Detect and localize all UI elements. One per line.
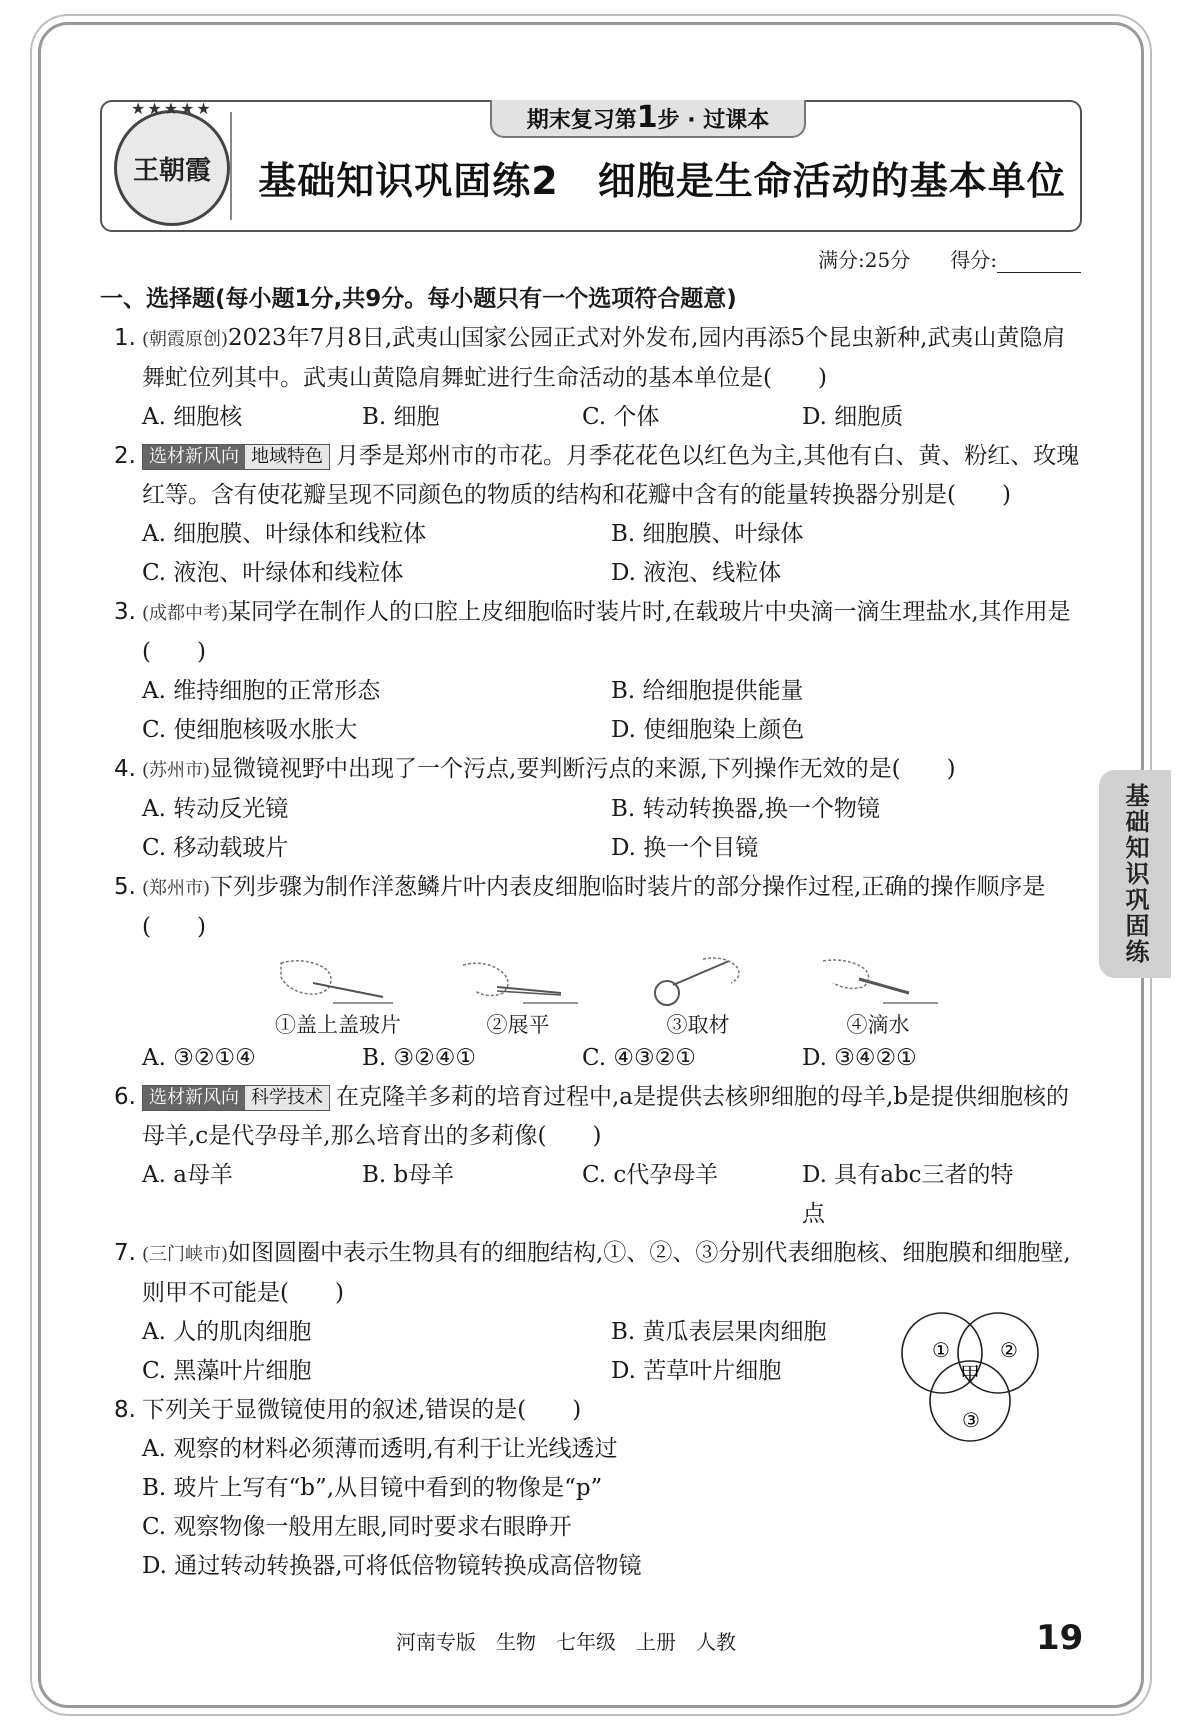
options-4-row2 bbox=[100, 829, 1080, 868]
question-text: 某同学在制作人的口腔上皮细胞临时装片时,在载玻片中央滴一滴生理盐水,其作用是( ) bbox=[142, 599, 1071, 665]
question-number: 7. bbox=[114, 1240, 136, 1266]
option-d[interactable]: D. 使细胞染上颜色 bbox=[611, 717, 805, 743]
option-b[interactable]: B. 细胞 bbox=[362, 404, 440, 430]
option-a[interactable]: A. 维持细胞的正常形态 bbox=[142, 678, 381, 704]
logo-stars-icon: ★★★★★ bbox=[131, 99, 213, 118]
question-1 bbox=[100, 319, 1080, 398]
full-score: 满分:25分 bbox=[818, 248, 911, 272]
logo-divider bbox=[230, 112, 232, 220]
question-3 bbox=[100, 593, 1080, 672]
question-6 bbox=[100, 1078, 1080, 1156]
question-number: 6. bbox=[114, 1084, 136, 1110]
step-tag-prefix: 期末复习第 bbox=[526, 108, 637, 133]
option-a[interactable]: A. a母羊 bbox=[142, 1162, 233, 1188]
logo-text: 王朝霞 bbox=[132, 155, 211, 186]
figure-spread bbox=[428, 953, 608, 1039]
topic-badge bbox=[142, 444, 330, 470]
option-b[interactable]: B. b母羊 bbox=[362, 1162, 455, 1188]
figure-caption: ③取材 bbox=[666, 1013, 730, 1037]
venn-label-1: ① bbox=[932, 1338, 950, 1362]
question-text: 2023年7月8日,武夷山国家公园正式对外发布,园内再添5个昆虫新种,武夷山黄隐肩舞虻位列其中。武夷山黄隐肩舞虻进行生命活动的基本单位是( ) bbox=[142, 325, 1066, 391]
option-a[interactable]: A. 细胞核 bbox=[142, 404, 243, 430]
figure-drop-water bbox=[788, 953, 968, 1039]
option-b[interactable]: B. 给细胞提供能量 bbox=[611, 678, 804, 704]
publisher-logo bbox=[114, 99, 230, 226]
figure-caption: ①盖上盖玻片 bbox=[275, 1013, 401, 1037]
option-d[interactable]: D. ③④②① bbox=[802, 1045, 917, 1071]
question-text: 下列关于显微镜使用的叙述,错误的是( ) bbox=[142, 1397, 582, 1423]
options-4-row1 bbox=[100, 790, 1080, 829]
score-blank[interactable] bbox=[997, 254, 1081, 273]
procedure-figures bbox=[100, 953, 1080, 1039]
option-c[interactable]: C. 黑藻叶片细胞 bbox=[142, 1358, 312, 1384]
options-1 bbox=[100, 398, 1080, 437]
section-heading: 一、选择题(每小题1分,共9分。每小题只有一个选项符合题意) bbox=[100, 286, 737, 312]
options-2-row1 bbox=[100, 515, 1080, 554]
option-a[interactable]: A. 细胞膜、叶绿体和线粒体 bbox=[142, 521, 427, 547]
option-a[interactable]: A. 人的肌肉细胞 bbox=[142, 1319, 312, 1345]
score-line bbox=[818, 244, 1081, 273]
question-number: 5. bbox=[114, 874, 136, 900]
option-c[interactable]: C. 液泡、叶绿体和线粒体 bbox=[142, 560, 404, 586]
venn-label-3: ③ bbox=[962, 1408, 980, 1432]
option-d[interactable]: D. 通过转动转换器,可将低倍物镜转换成高倍物镜 bbox=[142, 1553, 642, 1579]
figure-take-material bbox=[608, 953, 788, 1039]
page-number: 19 bbox=[1036, 1618, 1084, 1658]
venn-label-2: ② bbox=[1000, 1338, 1018, 1362]
question-number: 1. bbox=[114, 325, 136, 351]
badge-topic: 科学技术 bbox=[245, 1086, 329, 1110]
question-number: 2. bbox=[114, 443, 136, 469]
question-7 bbox=[100, 1234, 1080, 1313]
options-3-row2 bbox=[100, 711, 1080, 750]
question-source: (朝霞原创) bbox=[142, 329, 229, 350]
option-b[interactable]: B. 黄瓜表层果肉细胞 bbox=[611, 1319, 827, 1345]
question-text: 在克隆羊多莉的培育过程中,a是提供去核卵细胞的母羊,b是提供细胞核的母羊,c是代孕母羊,那么培育出的多莉像( ) bbox=[142, 1084, 1070, 1149]
option-b[interactable]: B. 转动转换器,换一个物镜 bbox=[611, 796, 880, 822]
option-d[interactable]: D. 细胞质 bbox=[802, 404, 904, 430]
question-2 bbox=[100, 437, 1080, 515]
figure-cover-slip bbox=[248, 953, 428, 1039]
options-6 bbox=[100, 1156, 1080, 1234]
question-source: (苏州市) bbox=[142, 760, 211, 781]
step-tag bbox=[490, 100, 806, 138]
question-4 bbox=[100, 750, 1080, 790]
option-c[interactable]: C. c代孕母羊 bbox=[582, 1162, 719, 1188]
page-title: 基础知识巩固练2 细胞是生命活动的基本单位 bbox=[258, 159, 1066, 203]
option-d[interactable]: D. 换一个目镜 bbox=[611, 835, 759, 861]
option-a[interactable]: A. 转动反光镜 bbox=[142, 796, 289, 822]
option-b[interactable]: B. ③②④① bbox=[362, 1045, 477, 1071]
topic-badge bbox=[142, 1085, 330, 1111]
option-c[interactable]: C. 移动载玻片 bbox=[142, 835, 289, 861]
badge-topic: 地域特色 bbox=[245, 445, 329, 469]
option-d[interactable]: D. 苦草叶片细胞 bbox=[611, 1358, 782, 1384]
question-list bbox=[100, 280, 1080, 1586]
option-c[interactable]: C. 观察物像一般用左眼,同时要求右眼睁开 bbox=[142, 1514, 572, 1540]
options-2-row2 bbox=[100, 554, 1080, 593]
question-number: 4. bbox=[114, 756, 136, 782]
options-5 bbox=[100, 1039, 1080, 1078]
option-c[interactable]: C. ④③②① bbox=[582, 1045, 696, 1071]
badge-label: 选材新风向 bbox=[143, 1086, 245, 1110]
side-tab: 基础知识巩固练 bbox=[1099, 770, 1171, 978]
question-source: (郑州市) bbox=[142, 878, 211, 899]
question-source: (成都中考) bbox=[142, 603, 229, 624]
got-score-label: 得分: bbox=[950, 248, 997, 272]
question-text: 如图圆圈中表示生物具有的细胞结构,①、②、③分别代表细胞核、细胞膜和细胞壁,则甲不可能是( ) bbox=[142, 1240, 1071, 1306]
options-3-row1 bbox=[100, 672, 1080, 711]
question-source: (三门峡市) bbox=[142, 1244, 229, 1265]
option-b[interactable]: B. 细胞膜、叶绿体 bbox=[611, 521, 804, 547]
option-b[interactable]: B. 玻片上写有“b”,从目镜中看到的物像是“p” bbox=[142, 1475, 603, 1501]
question-text: 月季是郑州市的市花。月季花花色以红色为主,其他有白、黄、粉红、玫瑰红等。含有使花瓣呈现不同颜色的物质的结构和花瓣中含有的能量转换器分别是( ) bbox=[142, 443, 1080, 508]
venn-center-label: 甲 bbox=[960, 1362, 980, 1386]
dropper-icon bbox=[813, 953, 943, 1011]
question-text: 显微镜视野中出现了一个污点,要判断污点的来源,下列操作无效的是( ) bbox=[210, 756, 956, 782]
onion-tweezers-icon bbox=[633, 953, 763, 1011]
question-number: 3. bbox=[114, 599, 136, 625]
option-c[interactable]: C. 使细胞核吸水胀大 bbox=[142, 717, 358, 743]
venn-diagram bbox=[890, 1305, 1050, 1445]
option-d[interactable]: D. 具有abc三者的特点 bbox=[802, 1162, 1014, 1227]
header-box bbox=[100, 100, 1082, 232]
step-tag-num: 1 bbox=[636, 100, 658, 135]
tweezers-icon bbox=[453, 953, 583, 1011]
option-a[interactable]: A. 观察的材料必须薄而透明,有利于让光线透过 bbox=[142, 1436, 618, 1462]
step-tag-suffix: 步 · 过课本 bbox=[657, 108, 770, 133]
badge-label: 选材新风向 bbox=[143, 445, 245, 469]
option-a[interactable]: A. ③②①④ bbox=[142, 1045, 256, 1071]
figure-caption: ④滴水 bbox=[846, 1013, 910, 1037]
question-text: 下列步骤为制作洋葱鳞片叶内表皮细胞临时装片的部分操作过程,正确的操作顺序是( ) bbox=[142, 874, 1046, 940]
question-number: 8. bbox=[114, 1397, 136, 1423]
edition-info: 河南专版 生物 七年级 上册 人教 bbox=[396, 1630, 736, 1654]
figure-caption: ②展平 bbox=[486, 1013, 550, 1037]
option-d[interactable]: D. 液泡、线粒体 bbox=[611, 560, 782, 586]
question-5 bbox=[100, 868, 1080, 947]
option-c[interactable]: C. 个体 bbox=[582, 404, 660, 430]
cover-slip-icon bbox=[273, 953, 403, 1011]
